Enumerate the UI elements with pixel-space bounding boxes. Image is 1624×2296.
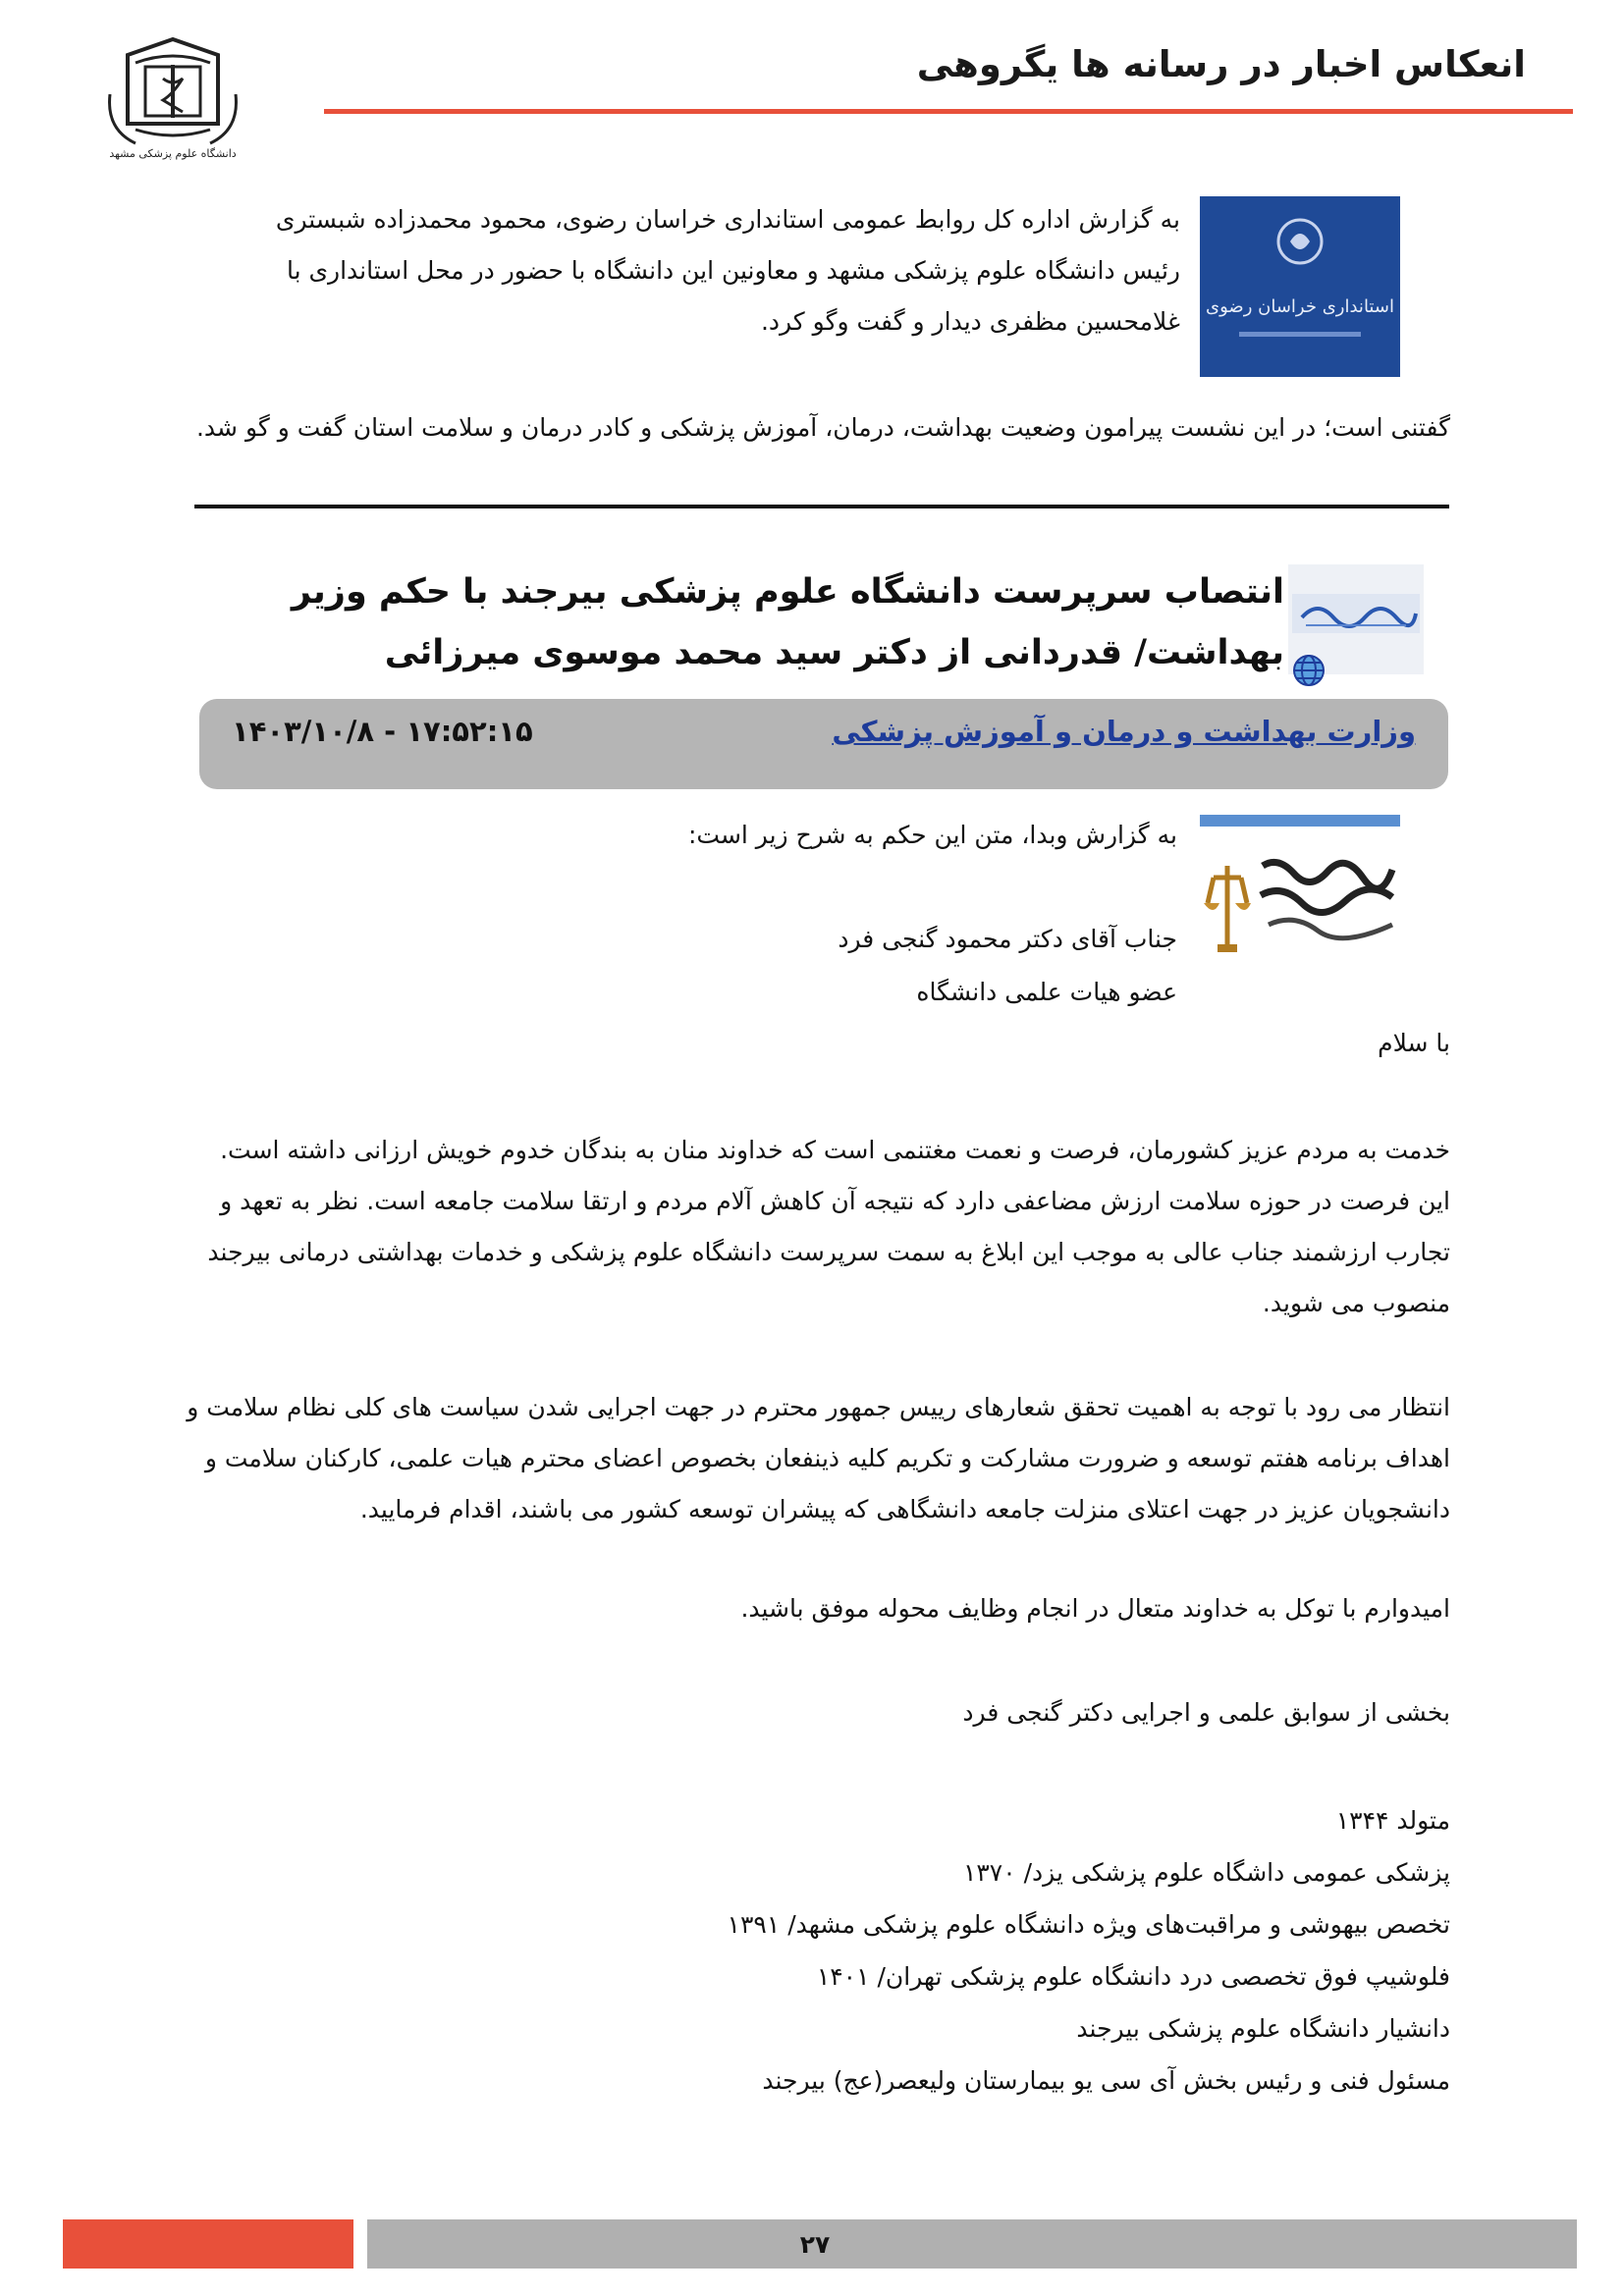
governorate-thumb-text: استانداری خراسان رضوی — [1206, 296, 1394, 317]
bio-item: تخصص بیهوشی و مراقبت‌های ویژه دانشگاه علوم پزشکی مشهد/ ۱۳۹۱ — [727, 1910, 1450, 1939]
addressee-name: جناب آقای دکتر محمود گنجی فرد — [838, 925, 1177, 953]
header-divider — [324, 109, 1573, 114]
addressee-role: عضو هیات علمی دانشگاه — [916, 978, 1177, 1006]
source-link[interactable]: وزارت بهداشت و درمان و آموزش پزشکی — [832, 715, 1416, 748]
bio-title: بخشی از سوابق علمی و اجرایی دکتر گنجی فرد — [962, 1698, 1450, 1727]
bio-item: دانشیار دانشگاه علوم پزشکی بیرجند — [1076, 2014, 1450, 2043]
expectation-paragraph: انتظار می رود با توجه به اهمیت تحقق شعارهای رییس جمهور محترم در جهت اجرایی شدن سیاست های کلی نظام سلامت و اهداف برنامه هفتم توسعه و ضرورت مشارکت و تکریم کلیه ذینفعان بخصوص اعضای محترم هیات علمی، کارکنان سلامت و دانشجویان عزیز در جهت اعتلای منزلت جامعه دانشگاهی که پیشران توسعه کشور می باشند، اقدام فرمایید. — [187, 1393, 1450, 1523]
decree-paragraph: خدمت به مردم عزیز کشورمان، فرصت و نعمت مغتنمی است که خداوند منان به بندگان خدوم خویش ارزانی داشته است. این فرصت در حوزه سلامت ارزش مضاعفی دارد که نتیجه آن کاهش آلام مردم و ارتقا سلامت جامعه است. نظر به تعهد و تجارب ارزشمند جناب عالی به موجب این ابلاغ به سمت سرپرست دانشگاه علوم پزشکی و خدمات بهداشتی درمانی بیرجند منصوب می شوید. — [207, 1136, 1450, 1317]
publish-datetime: ۱۴۰۳/۱۰/۸ - ۱۷:۵۲:۱۵ — [232, 715, 533, 748]
globe-icon[interactable] — [1292, 654, 1326, 687]
footer-bar — [367, 2219, 1577, 2269]
bio-item: پزشکی عمومی داشگاه علوم پزشکی یزد/ ۱۳۷۰ — [962, 1858, 1450, 1887]
closing-line: امیدوارم با توکل به خداوند متعال در انجام وظایف محوله موفق باشید. — [740, 1594, 1450, 1623]
bio-list — [567, 1794, 1450, 2107]
bio-item: فلوشیپ فوق تخصصی درد دانشگاه علوم پزشکی تهران/ ۱۴۰۱ — [816, 1962, 1450, 1991]
story1-paragraph: به گزارش اداره کل روابط عمومی استانداری خراسان رضوی، محمود محمدزاده شبستری رئیس دانشگاه علوم پزشکی مشهد و معاونین این دانشگاه با حضور در محل استانداری با غلامحسین مظفری دیدار و گفت وگو کرد. — [275, 205, 1180, 336]
page-number: ۲۷ — [799, 2230, 831, 2259]
article-headline[interactable]: انتصاب سرپرست دانشگاه علوم پزشکی بیرجند با حکم وزیر بهداشت/ قدردانی از دکتر سید محمد موسوی میرزائی — [291, 572, 1284, 672]
governorate-thumbnail — [1200, 196, 1400, 377]
page-header-title: انعکاس اخبار در رسانه ها یگروهی — [916, 43, 1526, 85]
bio-item: مسئول فنی و رئیس بخش آی سی یو بیمارستان ولیعصر(عج) بیرجند — [762, 2066, 1450, 2095]
logo-caption: دانشگاه علوم پزشکی مشهد — [109, 147, 237, 160]
bio-item: متولد ۱۳۴۴ — [1335, 1806, 1450, 1835]
decree-thumbnail — [1200, 815, 1400, 984]
section-divider — [194, 505, 1449, 508]
report-intro: به گزارش وبدا، متن این حکم به شرح زیر است: — [687, 821, 1177, 849]
greeting: با سلام — [1378, 1029, 1450, 1057]
story1-closing-paragraph: گفتنی است؛ در این نشست پیرامون وضعیت بهداشت، درمان، آموزش پزشکی و کادر درمان و سلامت استان گفت و گو شد. — [195, 413, 1450, 442]
footer-accent-bar — [63, 2219, 353, 2269]
university-logo — [106, 35, 240, 161]
